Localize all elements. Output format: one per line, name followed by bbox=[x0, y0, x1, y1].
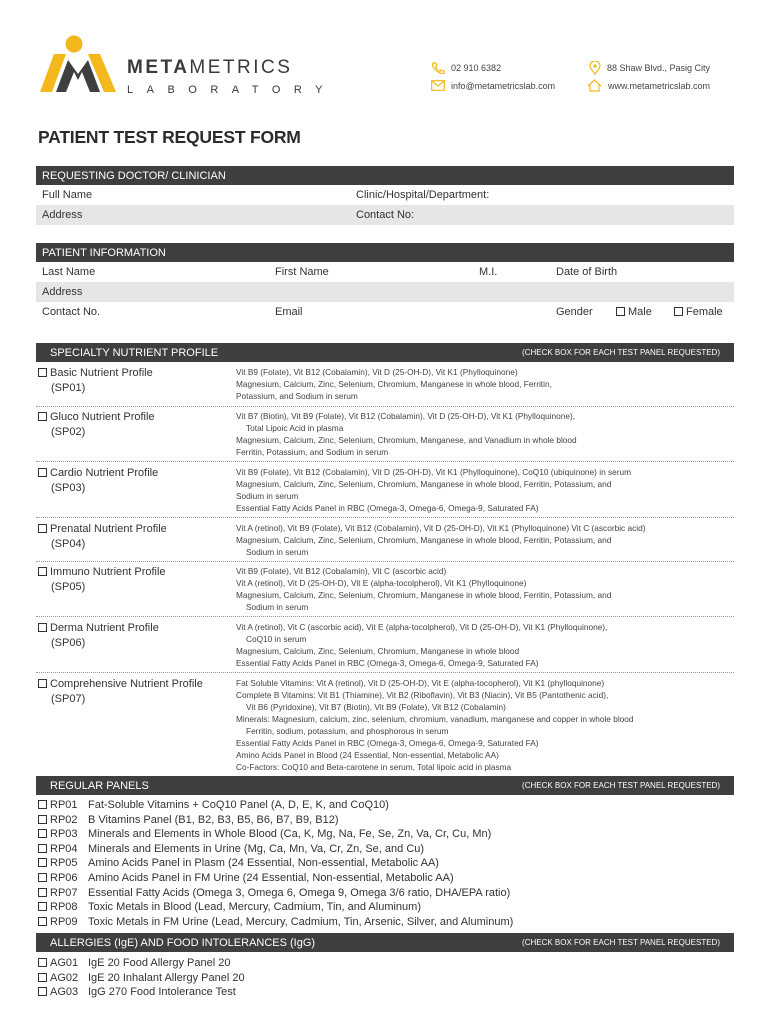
specialty-name: Basic Nutrient Profile bbox=[50, 367, 153, 379]
description-line: Sodium in serum bbox=[246, 602, 309, 612]
brand-name: METAMETRICS bbox=[127, 57, 293, 78]
doctor-address-label: Address bbox=[42, 209, 83, 221]
description-line: Essential Fatty Acids Panel in RBC (Omega-3, Omega-6, Omega-9, Saturated FA) bbox=[236, 503, 539, 513]
panel-code: RP03 bbox=[50, 828, 78, 841]
panel-code: AG03 bbox=[50, 986, 79, 999]
doctor-row-1 bbox=[36, 185, 734, 205]
specialty-code: (SP06) bbox=[51, 637, 86, 649]
row-divider bbox=[36, 561, 734, 562]
panel-description: Toxic Metals in Blood (Lead, Mercury, Cadmium, Tin, and Aluminum) bbox=[88, 901, 421, 914]
envelope-icon bbox=[431, 80, 445, 91]
male-checkbox[interactable] bbox=[616, 307, 625, 316]
regular-checkbox[interactable] bbox=[38, 888, 47, 897]
phone-contact: 02 910 6382 bbox=[431, 62, 501, 74]
brand-subtitle: LABORATORY bbox=[127, 84, 336, 96]
email-contact[interactable]: info@metametricslab.com bbox=[431, 80, 555, 91]
female-option[interactable]: Female bbox=[674, 306, 723, 318]
specialty-checkbox[interactable] bbox=[38, 623, 47, 632]
regular-checkbox[interactable] bbox=[38, 858, 47, 867]
description-line: Magnesium, Calcium, Zinc, Selenium, Chromium, Manganese in whole blood, Ferritin, Potassium, and bbox=[236, 590, 612, 600]
description-line: Magnesium, Calcium, Zinc, Selenium, Chromium, Manganese in whole blood, Ferritin, Potassium, and bbox=[236, 535, 612, 545]
description-line: Sodium in serum bbox=[236, 491, 299, 501]
patient-address-label: Address bbox=[42, 286, 83, 298]
description-line: Amino Acids Panel in Blood (24 Essential, Non-essential, Metabolic AA) bbox=[236, 750, 499, 760]
specialty-section-header: SPECIALTY NUTRIENT PROFILE (CHECK BOX FOR EACH TEST PANEL REQUESTED) bbox=[36, 343, 734, 362]
specialty-description bbox=[236, 565, 736, 613]
patient-contact-label: Contact No. bbox=[42, 306, 101, 318]
specialty-code: (SP03) bbox=[51, 482, 86, 494]
description-line: CoQ10 in serum bbox=[246, 634, 307, 644]
website-contact[interactable]: www.metametricslab.com bbox=[587, 79, 710, 92]
specialty-name: Comprehensive Nutrient Profile bbox=[50, 678, 203, 690]
last-name-label: Last Name bbox=[42, 266, 96, 278]
description-line: Co-Factors: CoQ10 and Beta-carotene in serum, Total lipoic acid in plasma bbox=[236, 762, 512, 772]
row-divider bbox=[36, 517, 734, 518]
home-icon bbox=[587, 79, 602, 92]
allergies-panel-item[interactable] bbox=[38, 956, 245, 971]
full-name-label: Full Name bbox=[42, 189, 93, 201]
specialty-checkbox[interactable] bbox=[38, 679, 47, 688]
specialty-checkbox[interactable] bbox=[38, 567, 47, 576]
description-line: Complete B Vitamins: Vit B1 (Thiamine), Vit B2 (Riboflavin), Vit B3 (Niacin), Vit B5 (Pantothenic acid), bbox=[236, 690, 609, 700]
doctor-contact-label: Contact No: bbox=[356, 209, 415, 221]
panel-code: AG01 bbox=[50, 957, 79, 969]
address-contact: 88 Shaw Blvd., Pasig City bbox=[589, 61, 710, 75]
row-divider bbox=[36, 406, 734, 407]
description-line: Minerals: Magnesium, calcium, zinc, selenium, chromium, vanadium, manganese and copper in whole blood bbox=[236, 714, 634, 724]
row-divider bbox=[36, 461, 734, 462]
specialty-name: Prenatal Nutrient Profile bbox=[50, 523, 167, 535]
description-line: Vit B9 (Folate), Vit B12 (Cobalamin), Vit D (25-OH-D), Vit K1 (Phylloquinone), CoQ10 (ubiquinone) in serum bbox=[236, 467, 632, 477]
description-line: Magnesium, Calcium, Zinc, Selenium, Chromium, Manganese in whole blood, Ferritin, Potassium, and bbox=[236, 479, 612, 489]
specialty-profile-option[interactable] bbox=[38, 466, 158, 496]
specialty-checkbox[interactable] bbox=[38, 524, 47, 533]
description-line: Essential Fatty Acids Panel in RBC (Omega-3, Omega-6, Omega-9, Saturated FA) bbox=[236, 738, 539, 748]
specialty-profile-option[interactable] bbox=[38, 621, 159, 651]
specialty-description bbox=[236, 522, 736, 558]
specialty-code: (SP02) bbox=[51, 426, 86, 438]
panel-code: RP09 bbox=[50, 915, 78, 928]
description-line: Vit B6 (Pyridoxine), Vit B7 (Biotin), Vit B9 (Folate), Vit B12 (Cobalamin) bbox=[246, 702, 506, 712]
description-line: Magnesium, Calcium, Zinc, Selenium, Chromium, Manganese in whole blood bbox=[236, 646, 520, 656]
panel-description: Amino Acids Panel in Plasm (24 Essential, Non-essential, Metabolic AA) bbox=[88, 857, 439, 870]
patient-section-header: PATIENT INFORMATION bbox=[36, 243, 734, 262]
regular-checkbox[interactable] bbox=[38, 815, 47, 824]
allergies-checkbox[interactable] bbox=[38, 987, 47, 996]
patient-row-1 bbox=[36, 262, 734, 282]
regular-checkbox[interactable] bbox=[38, 800, 47, 809]
specialty-checkbox[interactable] bbox=[38, 368, 47, 377]
description-line: Vit A (retinol), Vit B9 (Folate), Vit B12 (Cobalamin), Vit D (25-OH-D), Vit K1 (Phylloquinone) Vit C (ascorbic acid) bbox=[236, 523, 646, 533]
mi-label: M.I. bbox=[479, 266, 498, 278]
specialty-code: (SP05) bbox=[51, 581, 86, 593]
description-line: Vit B9 (Folate), Vit B12 (Cobalamin), Vit C (ascorbic acid) bbox=[236, 566, 447, 576]
regular-panel-item[interactable] bbox=[38, 798, 513, 813]
specialty-description bbox=[236, 621, 736, 669]
first-name-label: First Name bbox=[275, 266, 329, 278]
regular-checkbox[interactable] bbox=[38, 917, 47, 926]
panel-code: AG02 bbox=[50, 971, 79, 984]
regular-panel-list bbox=[38, 798, 513, 929]
panel-code: RP02 bbox=[50, 813, 78, 826]
regular-checkbox[interactable] bbox=[38, 829, 47, 838]
panel-description: Essential Fatty Acids (Omega 3, Omega 6, Omega 9, Omega 3/6 ratio, DHA/EPA ratio) bbox=[88, 886, 511, 899]
brand bbox=[127, 58, 336, 96]
phone-icon bbox=[431, 62, 445, 74]
allergies-section-header: ALLERGIES (IgE) AND FOOD INTOLERANCES (IgG) (CHECK BOX FOR EACH TEST PANEL REQUESTED) bbox=[36, 933, 734, 952]
clinic-label: Clinic/Hospital/Department: bbox=[356, 189, 490, 201]
female-checkbox[interactable] bbox=[674, 307, 683, 316]
gender-label: Gender bbox=[556, 306, 593, 318]
description-line: Essential Fatty Acids Panel in RBC (Omega-3, Omega-6, Omega-9, Saturated FA) bbox=[236, 658, 539, 668]
description-line: Total Lipoic Acid in plasma bbox=[246, 423, 344, 433]
specialty-checkbox[interactable] bbox=[38, 468, 47, 477]
description-line: Fat Soluble Vitamins: Vit A (retinol), Vit D (25-OH-D), Vit E (alpha-tocopherol), Vit K1 (phylloquinone) bbox=[236, 678, 605, 688]
specialty-code: (SP04) bbox=[51, 538, 86, 550]
specialty-profile-option[interactable] bbox=[38, 522, 167, 552]
specialty-profile-option[interactable] bbox=[38, 677, 203, 707]
description-line: Vit B7 (Biotin), Vit B9 (Folate), Vit B12 (Cobalamin), Vit D (25-OH-D), Vit K1 (Phylloquinone), bbox=[236, 411, 576, 421]
regular-panel-item[interactable] bbox=[38, 900, 513, 915]
panel-description: Minerals and Elements in Whole Blood (Ca, K, Mg, Na, Fe, Se, Zn, Va, Cr, Cu, Mn) bbox=[88, 828, 492, 841]
doctor-section-header: REQUESTING DOCTOR/ CLINICIAN bbox=[36, 166, 734, 185]
form-title: PATIENT TEST REQUEST FORM bbox=[38, 127, 301, 147]
description-line: Vit A (retinol), Vit D (25-OH-D), Vit E (alpha-tocolpherol), Vit K1 (Phylloquinone) bbox=[236, 578, 527, 588]
panel-code: RP06 bbox=[50, 871, 78, 884]
allergies-panel-item[interactable] bbox=[38, 985, 245, 1000]
patient-row-2 bbox=[36, 282, 734, 302]
patient-row-3 bbox=[36, 302, 734, 322]
specialty-checkbox[interactable] bbox=[38, 412, 47, 421]
regular-checkbox[interactable] bbox=[38, 873, 47, 882]
panel-description: IgE 20 Inhalant Allergy Panel 20 bbox=[88, 971, 245, 984]
email-label: Email bbox=[275, 306, 303, 318]
specialty-profile-option[interactable] bbox=[38, 565, 166, 595]
panel-description: B Vitamins Panel (B1, B2, B3, B5, B6, B7, B9, B12) bbox=[88, 813, 339, 826]
panel-code: RP08 bbox=[50, 901, 78, 914]
specialty-profile-option[interactable] bbox=[38, 410, 155, 440]
regular-panel-item[interactable] bbox=[38, 856, 513, 871]
panel-code: RP01 bbox=[50, 799, 78, 811]
regular-panel-item[interactable] bbox=[38, 871, 513, 886]
panel-description: Minerals and Elements in Urine (Mg, Ca, Mn, Va, Cr, Zn, Se, and Cu) bbox=[88, 842, 425, 855]
row-divider bbox=[36, 616, 734, 617]
row-divider bbox=[36, 672, 734, 673]
specialty-profile-option[interactable] bbox=[38, 366, 153, 396]
regular-panel-item[interactable] bbox=[38, 842, 513, 857]
specialty-name: Derma Nutrient Profile bbox=[50, 622, 159, 634]
metametrics-logo bbox=[38, 34, 118, 94]
allergies-checkbox[interactable] bbox=[38, 958, 47, 967]
specialty-description bbox=[236, 410, 736, 458]
male-option[interactable]: Male bbox=[616, 306, 652, 318]
specialty-name: Cardio Nutrient Profile bbox=[50, 467, 159, 479]
panel-code: RP07 bbox=[50, 886, 78, 899]
description-line: Ferritin, sodium, potassium, and phosphorous in serum bbox=[246, 726, 449, 736]
specialty-code: (SP01) bbox=[51, 382, 86, 394]
regular-panel-item[interactable] bbox=[38, 813, 513, 828]
panel-description: IgG 270 Food Intolerance Test bbox=[88, 986, 236, 999]
panel-description: Toxic Metals in FM Urine (Lead, Mercury, Cadmium, Tin, Arsenic, Silver, and Aluminum) bbox=[88, 915, 514, 928]
specialty-description bbox=[236, 366, 736, 402]
regular-panel-item[interactable] bbox=[38, 827, 513, 842]
specialty-name: Immuno Nutrient Profile bbox=[50, 566, 166, 578]
regular-checkbox[interactable] bbox=[38, 844, 47, 853]
panel-description: Fat-Soluble Vitamins + CoQ10 Panel (A, D, E, K, and CoQ10) bbox=[88, 799, 389, 811]
description-line: Vit A (retinol), Vit C (ascorbic acid), Vit E (alpha-tocolpherol), Vit D (25-OH-D), Vit K1 (Phylloquinone), bbox=[236, 622, 608, 632]
specialty-description bbox=[236, 466, 736, 514]
description-line: Sodium in serum bbox=[246, 547, 309, 557]
description-line: Ferritin, Potassium, and Sodium in serum bbox=[236, 447, 389, 457]
regular-panel-item[interactable] bbox=[38, 915, 513, 930]
panel-code: RP05 bbox=[50, 857, 78, 870]
description-line: Potassium, and Sodium in serum bbox=[236, 391, 358, 401]
dob-label: Date of Birth bbox=[556, 266, 618, 278]
panel-code: RP04 bbox=[50, 842, 78, 855]
regular-checkbox[interactable] bbox=[38, 902, 47, 911]
location-pin-icon bbox=[589, 61, 601, 75]
description-line: Magnesium, Calcium, Zinc, Selenium, Chromium, Manganese in whole blood, Ferritin, bbox=[236, 379, 552, 389]
specialty-description bbox=[236, 677, 736, 773]
regular-panel-item[interactable] bbox=[38, 886, 513, 901]
allergy-panel-list bbox=[38, 956, 245, 1000]
allergies-panel-item[interactable] bbox=[38, 971, 245, 986]
description-line: Vit B9 (Folate), Vit B12 (Cobalamin), Vit D (25-OH-D), Vit K1 (Phylloquinone) bbox=[236, 367, 518, 377]
allergies-checkbox[interactable] bbox=[38, 973, 47, 982]
specialty-name: Gluco Nutrient Profile bbox=[50, 411, 155, 423]
panel-description: Amino Acids Panel in FM Urine (24 Essential, Non-essential, Metabolic AA) bbox=[88, 871, 454, 884]
panel-description: IgE 20 Food Allergy Panel 20 bbox=[88, 957, 231, 969]
regular-section-header: REGULAR PANELS (CHECK BOX FOR EACH TEST PANEL REQUESTED) bbox=[36, 776, 734, 795]
specialty-code: (SP07) bbox=[51, 693, 86, 705]
description-line: Magnesium, Calcium, Zinc, Selenium, Chromium, Manganese, and Vanadium in whole blood bbox=[236, 435, 577, 445]
doctor-row-2 bbox=[36, 205, 734, 225]
